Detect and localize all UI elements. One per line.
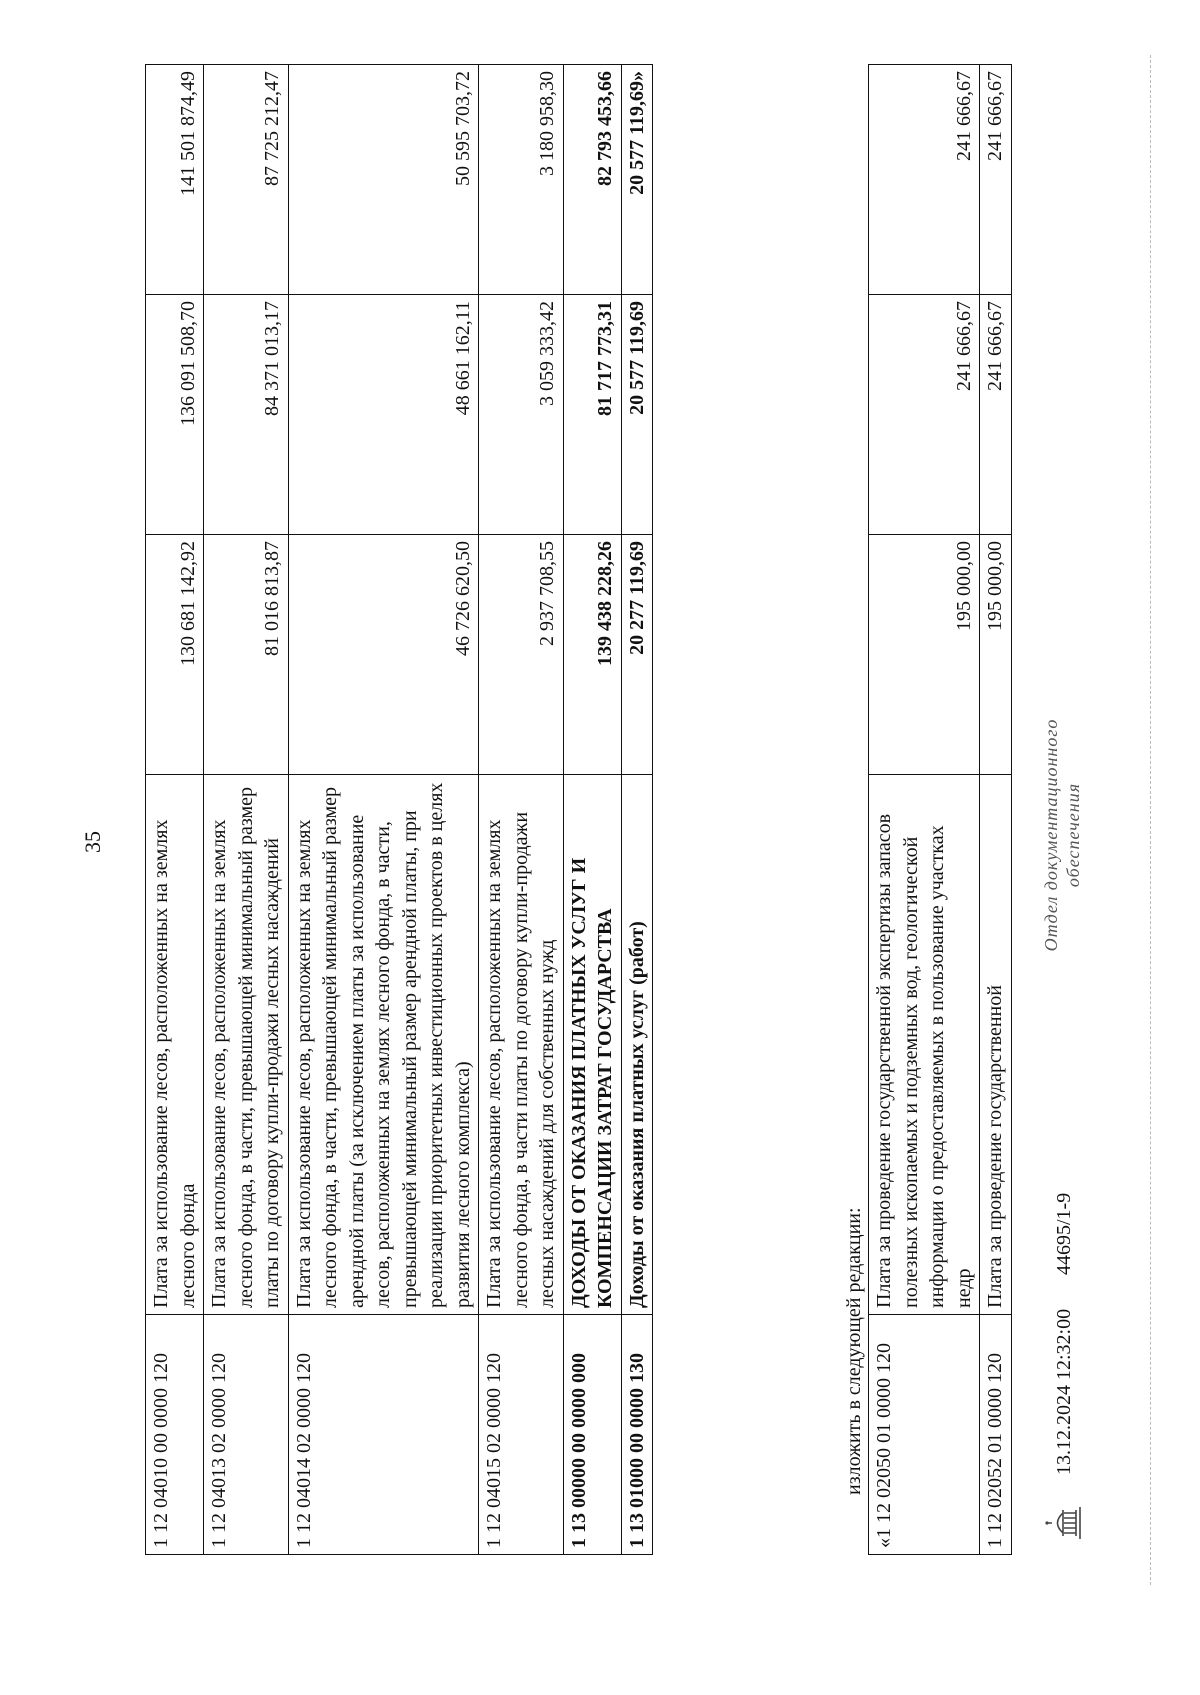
- amount-year-3: 241 666,67: [869, 65, 980, 295]
- amount-year-2: 136 091 508,70: [146, 295, 204, 535]
- amount-year-3: 241 666,67: [980, 65, 1012, 295]
- amount-year-3: 141 501 874,49: [146, 65, 204, 295]
- revenue-name: Плата за проведение государственной экспертизы запасов полезных ископаемых и подземных вод, геологической информации о предоставляемых в пользование участках недр: [869, 775, 980, 1315]
- amount-year-2: 3 059 333,42: [479, 295, 564, 535]
- amount-year-3: 87 725 212,47: [204, 65, 289, 295]
- amount-year-2: 81 717 773,31: [563, 295, 621, 535]
- revenue-name: ДОХОДЫ ОТ ОКАЗАНИЯ ПЛАТНЫХ УСЛУГ И КОМПЕНСАЦИИ ЗАТРАТ ГОСУДАРСТВА: [563, 775, 621, 1315]
- amount-year-3: 50 595 703,72: [288, 65, 479, 295]
- amount-year-1: 195 000,00: [869, 535, 980, 775]
- amendment-note: изложить в следующей редакции:: [843, 1207, 865, 1495]
- stamp-line-2: обеспечения: [1063, 782, 1083, 888]
- page-number: 35: [80, 831, 105, 853]
- revenue-table-body: [146, 65, 653, 1555]
- table-row: [869, 65, 980, 1555]
- building-emblem-icon: [1042, 1501, 1086, 1545]
- amount-year-1: 130 681 142,92: [146, 535, 204, 775]
- revenue-name: Плата за использование лесов, расположенных на землях лесного фонда, в части, превышающей минимальный размер арендной платы (за исключением платы за использование лесов, расположенных на землях лесного фонда, в части, превышающей минимальный размер арендной платы, при реализации приоритетных инвестиционных проектов в целях развития лесного комплекса): [288, 775, 479, 1315]
- table-row-total: [621, 65, 653, 1555]
- revenue-name: Плата за использование лесов, расположенных на землях лесного фонда, в части платы по договору купли-продажи лесных насаждений для собственных нужд: [479, 775, 564, 1315]
- amount-year-2: 241 666,67: [869, 295, 980, 535]
- amount-year-1: 46 726 620,50: [288, 535, 479, 775]
- kbk-code: 1 12 04014 02 0000 120: [288, 1315, 479, 1555]
- amount-year-2: 48 661 162,11: [288, 295, 479, 535]
- amount-year-1: 2 937 708,55: [479, 535, 564, 775]
- table-row: [288, 65, 479, 1555]
- amount-year-3: 3 180 958,30: [479, 65, 564, 295]
- amount-year-2: 84 371 013,17: [204, 295, 289, 535]
- kbk-code: 1 13 01000 00 0000 130: [621, 1315, 653, 1555]
- table-row: [479, 65, 564, 1555]
- revenue-table: [145, 64, 653, 1555]
- revenue-name: Доходы от оказания платных услуг (работ): [621, 775, 653, 1315]
- amount-year-3: 20 577 119,69»: [621, 65, 653, 295]
- kbk-code: 1 12 04015 02 0000 120: [479, 1315, 564, 1555]
- amount-year-1: 20 277 119,69: [621, 535, 653, 775]
- table-row: [980, 65, 1012, 1555]
- stamp-line-1: Отдел документационного: [1041, 718, 1061, 952]
- amended-revenue-table: [868, 64, 1012, 1555]
- table-row: [146, 65, 204, 1555]
- revenue-name: Плата за использование лесов, расположенных на землях лесного фонда: [146, 775, 204, 1315]
- department-stamp: [1040, 695, 1084, 975]
- kbk-code: 1 12 02052 01 0000 120: [980, 1315, 1012, 1555]
- amount-year-2: 20 577 119,69: [621, 295, 653, 535]
- kbk-code: 1 12 04013 02 0000 120: [204, 1315, 289, 1555]
- kbk-code: 1 13 00000 00 0000 000: [563, 1315, 621, 1555]
- revenue-name: Плата за проведение государственной: [980, 775, 1012, 1315]
- kbk-code: «1 12 02050 01 0000 120: [869, 1315, 980, 1555]
- scan-edge-line: [1150, 55, 1159, 1585]
- table-row: [204, 65, 289, 1555]
- revenue-name: Плата за использование лесов, расположенных на землях лесного фонда, в части, превышающей минимальный размер платы по договору купли-продажи лесных насаждений: [204, 775, 289, 1315]
- footer-document-number: 44695/1-9: [1053, 1192, 1075, 1275]
- amount-year-1: 139 438 228,26: [563, 535, 621, 775]
- kbk-code: 1 12 04010 00 0000 120: [146, 1315, 204, 1555]
- amount-year-2: 241 666,67: [980, 295, 1012, 535]
- table-row-total: [563, 65, 621, 1555]
- amount-year-3: 82 793 453,66: [563, 65, 621, 295]
- amount-year-1: 81 016 813,87: [204, 535, 289, 775]
- amount-year-1: 195 000,00: [980, 535, 1012, 775]
- footer-timestamp: 13.12.2024 12:32:00: [1053, 1308, 1075, 1475]
